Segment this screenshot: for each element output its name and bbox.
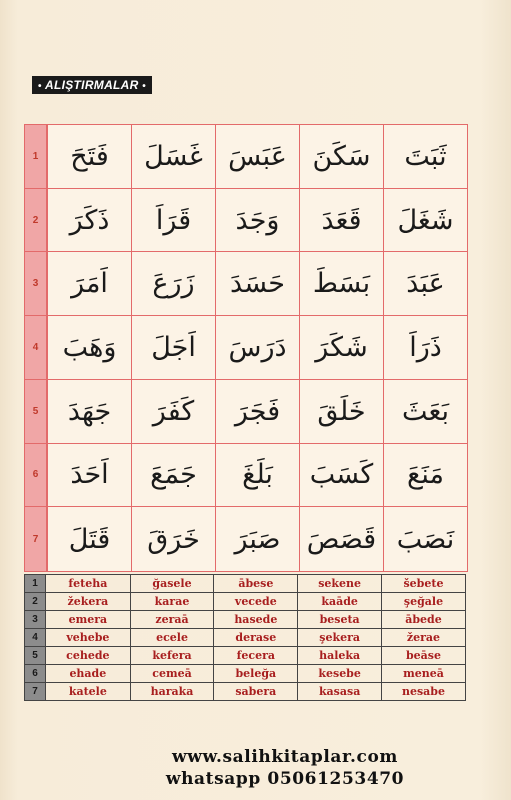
translit-word-cell: sabera [214,683,298,701]
arabic-word-cell: دَرَسَ [215,316,299,380]
arabic-word-cell: شَغَلَ [383,189,467,253]
translit-word-cell: ğasele [130,575,214,593]
arabic-row-number: 1 [25,125,47,189]
translit-word-cell: şekera [298,629,382,647]
translit-word-cell: cehede [46,647,131,665]
translit-word-cell: fecera [214,647,298,665]
translit-word-cell: kaāde [298,593,382,611]
whatsapp-text: whatsapp 05061253470 [165,769,405,789]
translit-word-cell: meneā [381,665,465,683]
translit-word-cell: ābede [381,611,465,629]
arabic-word-cell: جَمَعَ [131,444,215,508]
arabic-word-cell: قَرَاَ [131,189,215,253]
arabic-word-cell: جَهَدَ [47,380,131,444]
table-row [25,629,466,647]
translit-word-cell: kasasa [298,683,382,701]
translit-word-cell: šebete [381,575,465,593]
translit-word-cell: ābese [214,575,298,593]
translit-word-cell: beleğa [214,665,298,683]
footer [80,746,490,790]
header-bullet-left: • [38,81,42,92]
arabic-word-cell: زَرَعَ [131,252,215,316]
arabic-word-cell: خَرَقَ [131,507,215,571]
translit-word-cell: haraka [130,683,214,701]
translit-word-cell: derase [214,629,298,647]
translit-word-cell: zeraā [130,611,214,629]
translit-word-cell: kefera [130,647,214,665]
translit-word-cell: žerae [381,629,465,647]
translit-row-number: 6 [25,665,46,683]
section-header [32,76,152,94]
arabic-word-cell: بَلَغَ [215,444,299,508]
arabic-word-cell: وَهَبَ [47,316,131,380]
translit-row-number: 7 [25,683,46,701]
arabic-word-cell: غَسَلَ [131,125,215,189]
arabic-word-cell: سَكَنَ [299,125,383,189]
arabic-word-cell: اَمَرَ [47,252,131,316]
table-row [25,665,466,683]
translit-word-cell: hasede [214,611,298,629]
table-row [25,647,466,665]
translit-word-cell: kesebe [298,665,382,683]
translit-word-cell: ecele [130,629,214,647]
arabic-word-cell: قَصَصَ [299,507,383,571]
arabic-word-cell: صَبَرَ [215,507,299,571]
arabic-word-cell: مَنَعَ [383,444,467,508]
translit-word-cell: emera [46,611,131,629]
arabic-word-cell: قَعَدَ [299,189,383,253]
translit-word-cell: sekene [298,575,382,593]
arabic-row-number: 2 [25,189,47,253]
transliteration-table [24,574,466,701]
translit-word-cell: haleka [298,647,382,665]
arabic-word-cell: اَجَلَ [131,316,215,380]
translit-row-number: 3 [25,611,46,629]
table-row [25,611,466,629]
translit-word-cell: vehebe [46,629,131,647]
translit-word-cell: cemeā [130,665,214,683]
translit-word-cell: žekera [46,593,131,611]
arabic-word-cell: وَجَدَ [215,189,299,253]
arabic-word-cell: حَسَدَ [215,252,299,316]
arabic-word-cell: نَصَبَ [383,507,467,571]
arabic-row-number: 5 [25,380,47,444]
translit-word-cell: şeğale [381,593,465,611]
arabic-word-cell: شَكَرَ [299,316,383,380]
translit-word-cell: beāse [381,647,465,665]
table-row [25,593,466,611]
arabic-row-number: 6 [25,444,47,508]
translit-word-cell: karae [130,593,214,611]
translit-word-cell: katele [46,683,131,701]
translit-word-cell: nesabe [381,683,465,701]
header-bullet-right: • [142,81,147,92]
translit-row-number: 1 [25,575,46,593]
arabic-word-cell: خَلَقَ [299,380,383,444]
arabic-word-cell: ذَرَاَ [383,316,467,380]
arabic-word-cell: كَفَرَ [131,380,215,444]
translit-row-number: 2 [25,593,46,611]
website-text: www.salihkitaplar.com [171,747,399,767]
arabic-row-number: 4 [25,316,47,380]
arabic-word-cell: بَعَثَ [383,380,467,444]
translit-word-cell: ehade [46,665,131,683]
translit-word-cell: feteha [46,575,131,593]
arabic-row-number: 3 [25,252,47,316]
arabic-word-cell: ثَبَتَ [383,125,467,189]
arabic-word-cell: عَبَدَ [383,252,467,316]
arabic-word-cell: عَبَسَ [215,125,299,189]
translit-row-number: 4 [25,629,46,647]
translit-word-cell: vecede [214,593,298,611]
arabic-word-cell: ذَكَرَ [47,189,131,253]
translit-word-cell: beseta [298,611,382,629]
table-row [25,575,466,593]
arabic-word-cell: قَتَلَ [47,507,131,571]
section-title: ALIŞTIRMALAR [45,78,139,92]
arabic-word-grid [24,124,468,572]
arabic-word-cell: كَسَبَ [299,444,383,508]
table-row [25,683,466,701]
arabic-word-cell: فَجَرَ [215,380,299,444]
arabic-word-cell: بَسَطَ [299,252,383,316]
arabic-word-cell: فَتَحَ [47,125,131,189]
arabic-row-number: 7 [25,507,47,571]
translit-row-number: 5 [25,647,46,665]
arabic-word-cell: اَحَدَ [47,444,131,508]
